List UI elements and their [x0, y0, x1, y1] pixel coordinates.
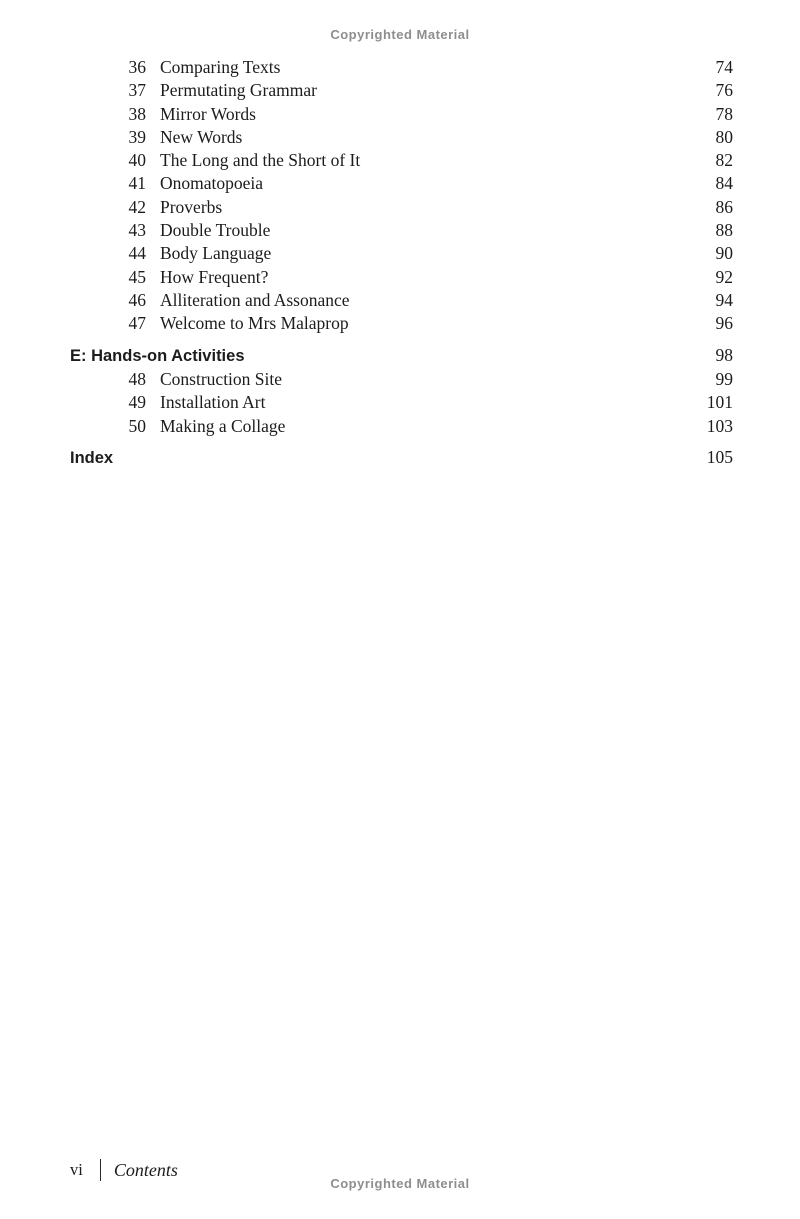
copyright-watermark-top: Copyrighted Material	[330, 27, 470, 42]
entry-page-number: 88	[715, 220, 733, 241]
entry-number: 39	[128, 126, 146, 147]
entry-title: New Words	[160, 126, 243, 147]
section-label: Index	[70, 448, 114, 467]
entry-title: Comparing Texts	[160, 57, 281, 77]
toc-entry	[70, 172, 733, 195]
entry-page-number: 94	[715, 289, 733, 310]
entry-title: Onomatopoeia	[160, 173, 264, 194]
entry-page-number: 80	[715, 126, 733, 147]
entry-page-number: 76	[715, 80, 733, 101]
entry-number: 46	[128, 289, 146, 310]
entry-page-number: 99	[715, 369, 733, 390]
entry-title: Alliteration and Assonance	[160, 289, 350, 310]
entry-title: Proverbs	[160, 196, 223, 217]
entry-number: 49	[128, 392, 146, 413]
entry-title: The Long and the Short of It	[160, 150, 361, 171]
entry-number: 43	[128, 220, 146, 241]
toc-entry	[70, 149, 733, 172]
toc-entry	[70, 368, 733, 391]
entry-number: 40	[128, 150, 146, 171]
entry-page-number: 74	[715, 57, 733, 77]
entry-number: 38	[128, 103, 146, 124]
toc-entry	[70, 312, 733, 335]
entry-number: 47	[128, 313, 146, 334]
entry-title: Permutating Grammar	[160, 80, 317, 101]
entry-number: 37	[128, 80, 146, 101]
section-page-number: 105	[706, 446, 733, 467]
section-label: E: Hands-on Activities	[70, 346, 245, 365]
toc-entry	[70, 126, 733, 149]
entry-title: Mirror Words	[160, 103, 256, 124]
entry-number: 45	[128, 266, 146, 287]
section-page-number: 98	[715, 344, 733, 365]
toc-entry	[70, 266, 733, 289]
toc-entry	[70, 289, 733, 312]
entry-page-number: 90	[715, 243, 733, 264]
entry-page-number: 103	[706, 415, 733, 436]
entry-title: Welcome to Mrs Malaprop	[160, 313, 349, 334]
entry-title: How Frequent?	[160, 266, 269, 287]
entry-number: 42	[128, 196, 146, 217]
entry-page-number: 84	[715, 173, 733, 194]
toc-section-heading	[70, 343, 733, 369]
entry-title: Body Language	[160, 243, 272, 264]
entry-page-number: 92	[715, 266, 733, 287]
entry-title: Making a Collage	[160, 415, 286, 436]
copyright-watermark-bottom: Copyrighted Material	[330, 1176, 470, 1191]
toc-entry	[70, 219, 733, 242]
toc-entry	[70, 56, 733, 79]
entry-number: 50	[128, 415, 146, 436]
toc-index-heading	[70, 445, 733, 471]
entry-number: 41	[128, 173, 146, 194]
folio-page-number: vi	[70, 1160, 83, 1179]
toc-entry	[70, 196, 733, 219]
running-section-title: Contents	[113, 1159, 178, 1180]
entry-page-number: 101	[706, 392, 733, 413]
entry-page-number: 96	[715, 313, 733, 334]
toc-entry	[70, 79, 733, 102]
entry-title: Installation Art	[160, 392, 266, 413]
toc-entry	[70, 242, 733, 265]
entry-page-number: 82	[715, 150, 733, 171]
entry-page-number: 86	[715, 196, 733, 217]
entry-number: 36	[128, 57, 146, 77]
entry-number: 48	[128, 369, 146, 390]
toc-entry	[70, 391, 733, 414]
toc-list	[70, 56, 733, 470]
entry-number: 44	[128, 243, 146, 264]
toc-entry	[70, 103, 733, 126]
entry-page-number: 78	[715, 103, 733, 124]
entry-title: Double Trouble	[160, 220, 271, 241]
entry-title: Construction Site	[160, 369, 283, 390]
toc-entry	[70, 415, 733, 438]
